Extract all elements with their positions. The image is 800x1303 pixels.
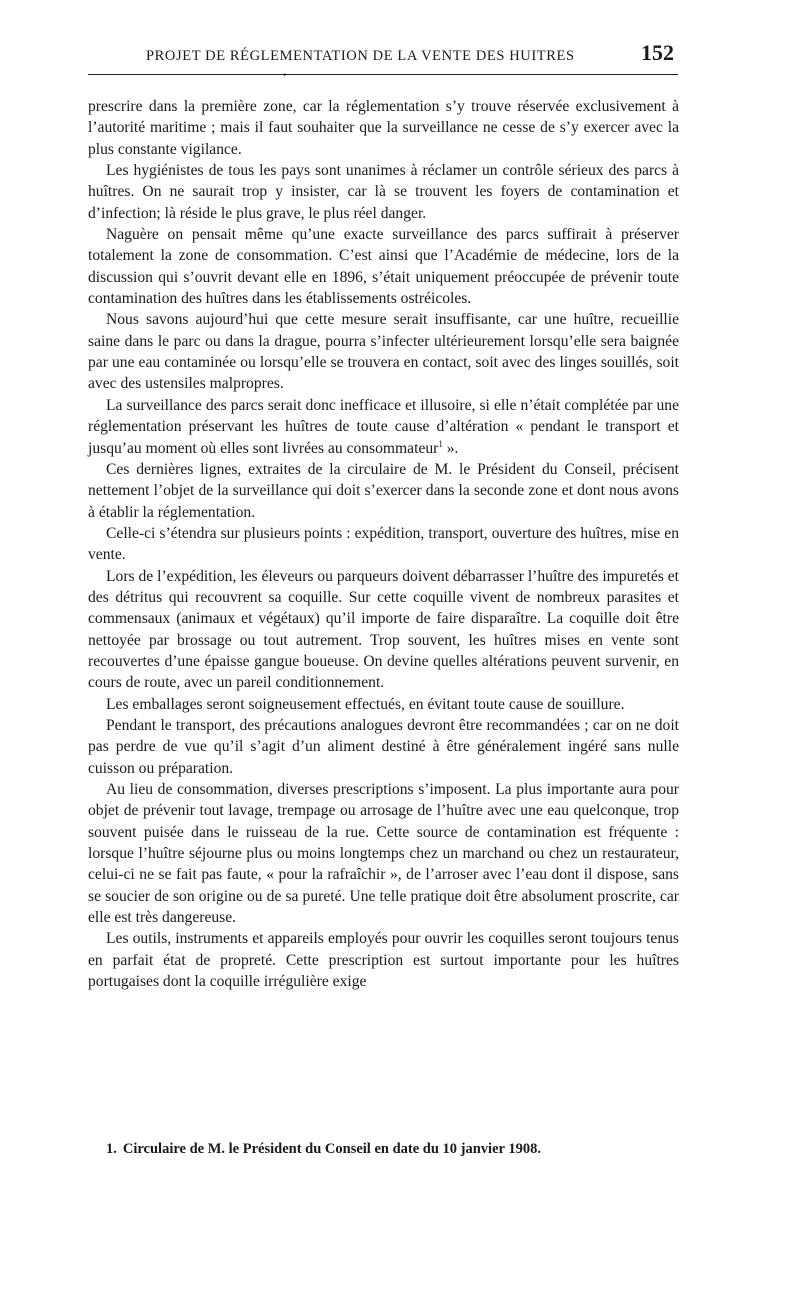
footnote — [106, 1141, 666, 1158]
page-header — [88, 40, 678, 70]
paragraph: Les hygiénistes de tous les pays sont unanimes à réclamer un contrôle sérieux des parcs à huîtres. On ne saurait trop y insister, car là se trouvent les foyers de contamination et d’infection; là réside le plus grave, le plus réel danger. — [88, 162, 679, 222]
footnote-reference: 1 — [438, 438, 443, 449]
paragraph-text: La surveillance des parcs serait donc inefficace et illusoire, si elle n’était complétée par une réglementation préservant les huîtres de toute cause d’altération « pendant le transport et jusqu’au moment où elles sont livrées au consommateur — [88, 396, 679, 457]
paragraph: Les emballages seront soigneusement effectués, en évitant toute cause de souillure. — [106, 695, 625, 713]
paragraph: Celle-ci s’étendra sur plusieurs points : expédition, transport, ouverture des huîtres, mise en vente. — [88, 524, 679, 564]
header-rule — [88, 74, 678, 75]
page-number: 152 — [641, 40, 674, 65]
footnote-text: Circulaire de M. le Président du Conseil en date du 10 janvier 1908. — [122, 1141, 541, 1157]
paragraph: prescrire dans la première zone, car la réglementation s’y trouve réservée exclusivement à l’autorité maritime ; mais il faut souhaiter que la surveillance ne cesse de s’y exercer avec la plus constante vigilance. — [88, 98, 679, 158]
rule-ornament: • — [283, 70, 287, 80]
paragraph: Nous savons aujourd’hui que cette mesure serait insuffisante, car une huître, recueillie saine dans le parc ou dans la drague, pourra s’infecter ultérieurement lorsqu’elle sera baignée par une eau contaminée ou lorsqu’elle se trouvera en contact, soit avec des linges souillés, soit avec des ustensiles malpropres. — [88, 311, 679, 393]
paragraph: Pendant le transport, des précautions analogues devront être recommandées ; car on ne doit pas perdre de vue qu’il s’agit d’un aliment destiné à être généralement ingéré sans nulle cuisson ou préparation. — [88, 716, 679, 777]
body-text — [88, 96, 679, 992]
paragraph: Au lieu de consommation, diverses prescriptions s’imposent. La plus importante aura pour objet de prévenir tout lavage, trempage ou arrosage de l’huître avec une eau quelconque, trop souvent puisée dans le ruisseau de la rue. Cette source de contamination est fréquente : lorsque l’huître séjourne plus ou moins longtemps chez un marchand ou chez un restaurateur, celui-ci ne se fait pas faute, « pour la rafraîchir », de l’arroser avec l’eau dont il dispose, sans se soucier de son origine ou de sa pureté. Une telle pratique doit être absolument proscrite, car elle est très dangereuse. — [88, 781, 679, 927]
paragraph — [88, 395, 679, 459]
footnote-number: 1. — [106, 1141, 117, 1157]
paragraph: Ces dernières lignes, extraites de la circulaire de M. le Président du Conseil, précisent nettement l’objet de la surveillance qui doit s’exercer dans la seconde zone et dont nous avons à établir la réglementation. — [88, 460, 679, 521]
paragraph-text-end: ». — [442, 439, 459, 457]
paragraph: Les outils, instruments et appareils employés pour ouvrir les coquilles seront toujours tenus en parfait état de propreté. Cette prescription est surtout importante pour les huîtres portugaises dont la coquille irrégulière exige — [88, 930, 679, 991]
running-title: PROJET DE RÉGLEMENTATION DE LA VENTE DES HUITRES — [146, 48, 575, 64]
paragraph: Naguère on pensait même qu’une exacte surveillance des parcs suffirait à préserver totalement la zone de consommation. C’est ainsi que l’Académie de médecine, lors de la discussion qui s’ouvrit devant elle en 1896, s’était uniquement préoccupée de prévenir toute contamination des huîtres dans les établissements ostréicoles. — [88, 226, 679, 308]
paragraph: Lors de l’expédition, les éleveurs ou parqueurs doivent débarrasser l’huître des impuretés et des détritus qui recouvrent sa coquille. Sur cette coquille vivent de nombreux parasites et commensaux (animaux et végétaux) qu’il importe de faire disparaître. La coquille doit être nettoyée par brossage ou tout autrement. Trop souvent, les huîtres mises en vente sont recouvertes d’une épaisse gangue boueuse. On devine quelles altérations peuvent survenir, en cours de route, avec un pareil conditionnement. — [88, 567, 679, 692]
